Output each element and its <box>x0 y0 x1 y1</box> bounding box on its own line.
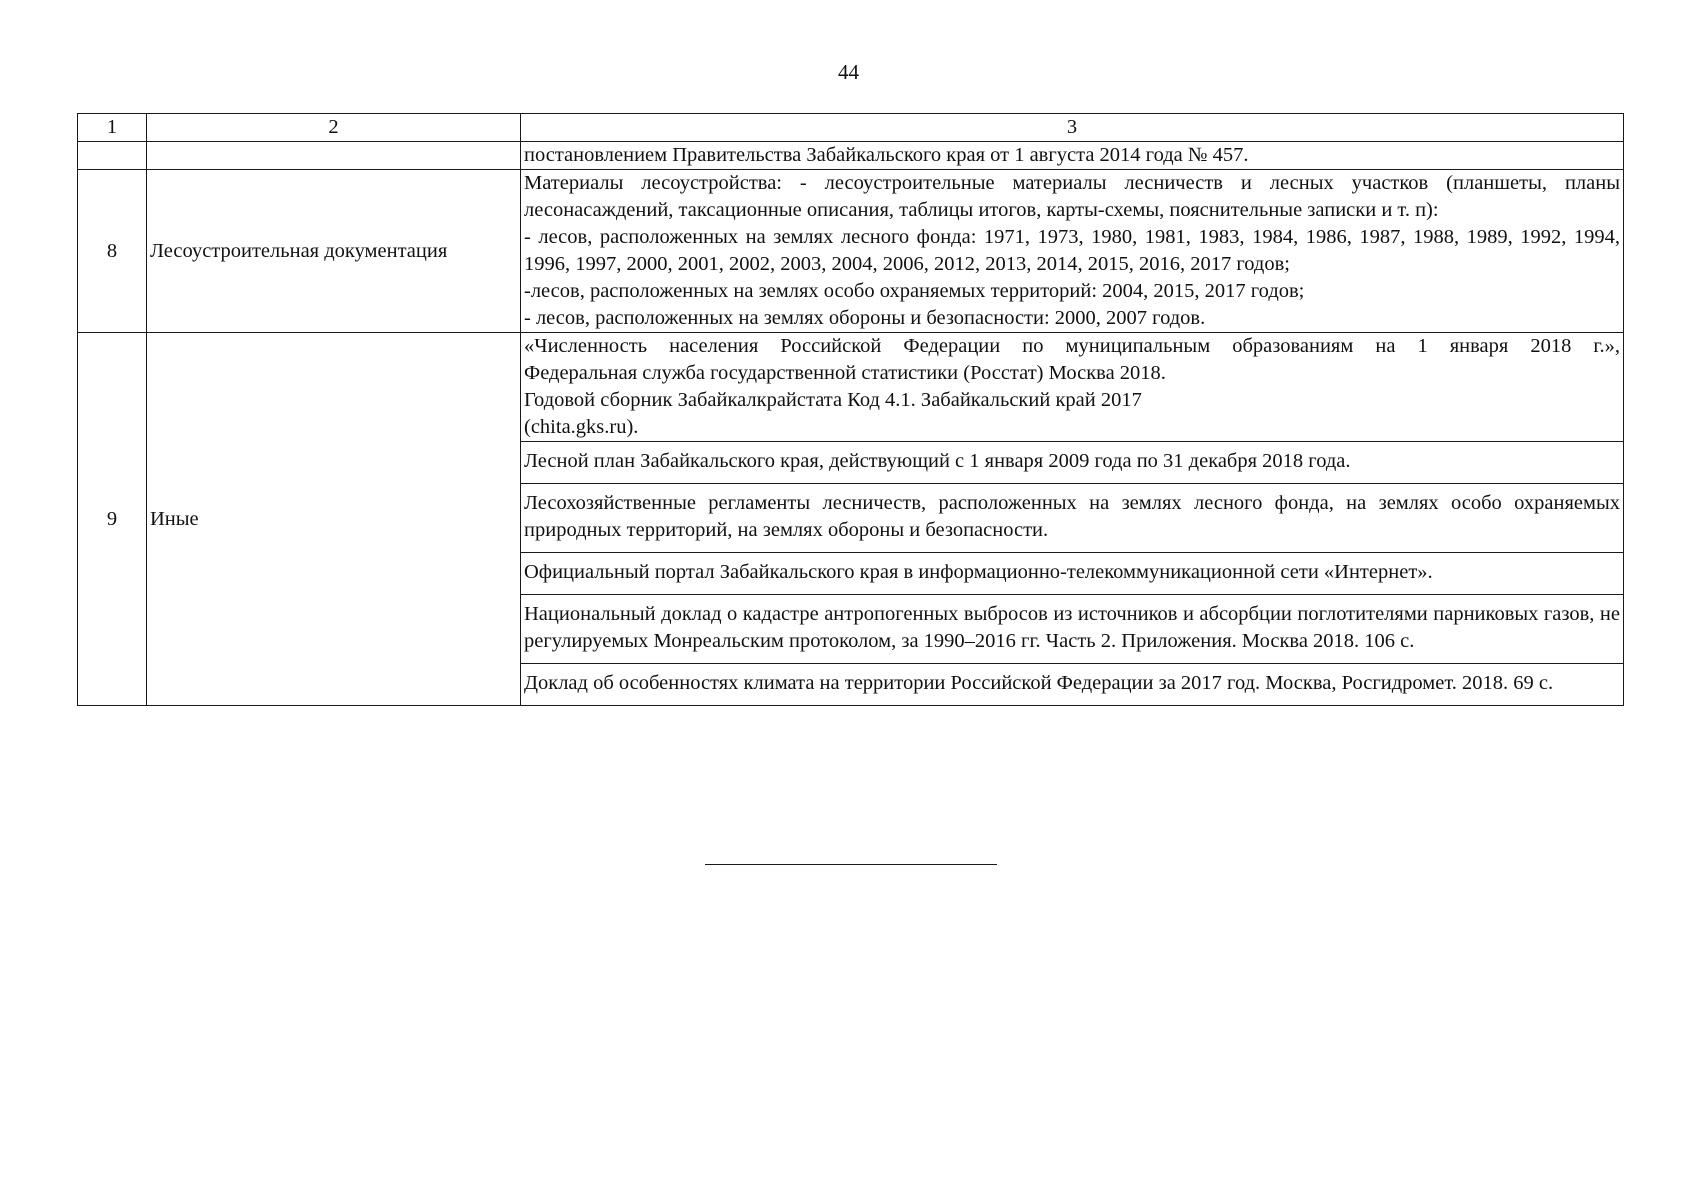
continuation-num-cell <box>78 142 147 170</box>
row-8-number: 8 <box>78 170 147 333</box>
continuation-name-cell <box>147 142 521 170</box>
sources-table <box>77 113 1624 706</box>
header-cell-3: 3 <box>521 114 1624 142</box>
row-8-protected: -лесов, расположенных на землях особо охраняемых территорий: 2004, 2015, 2017 годов; <box>524 280 1305 302</box>
continuation-text: постановлением Правительства Забайкальского края от 1 августа 2014 года № 457. <box>521 142 1624 170</box>
row-9-number: 9 <box>78 333 147 706</box>
header-cell-2: 2 <box>147 114 521 142</box>
row-9-name: Иные <box>147 333 521 706</box>
row-8-forest-fund: - лесов, расположенных на землях лесного фонда: 1971, 1973, 1980, 1981, 1983, 1984, 1986, 1987, 1988, 1989, 1992, 1994, 1996, 1997, 2000, 2001, 2002, 2003, 2004, 2006, 2012, 2013, 2014, 2015, 2016, 2017 годов; <box>524 226 1620 275</box>
table-row-8 <box>78 170 1624 333</box>
row-9-item-1-line-1: «Численность населения Российской Федерации по муниципальным образованиям на 1 января 2018 г.», <box>524 335 1620 357</box>
row-8-name: Лесоустроительная документация <box>147 170 521 333</box>
table-row-9-item-1 <box>78 333 1624 442</box>
row-8-intro: Материалы лесоустройства: - лесоустроительные материалы лесничеств и лесных участков (планшеты, планы лесонасаждений, таксационные описания, таблицы итогов, карты-схемы, пояснительные записки и т. п): <box>524 172 1620 221</box>
row-8-defense: - лесов, расположенных на землях обороны и безопасности: 2000, 2007 годов. <box>524 307 1206 329</box>
row-9-item-1-line-4: (chita.gks.ru). <box>524 416 639 438</box>
row-9-item-1-line-2: Федеральная служба государственной статистики (Росстат) Москва 2018. <box>524 362 1166 384</box>
row-9-item-1 <box>521 333 1624 442</box>
row-9-item-3: Лесохозяйственные регламенты лесничеств, расположенных на землях лесного фонда, на землях особо охраняемых природных территорий, на землях обороны и безопасности. <box>521 484 1624 553</box>
row-8-description <box>521 170 1624 333</box>
header-cell-1: 1 <box>78 114 147 142</box>
footnote-separator <box>705 864 997 865</box>
page-number: 44 <box>838 60 859 84</box>
continuation-row <box>78 142 1624 170</box>
row-9-item-5: Национальный доклад о кадастре антропогенных выбросов из источников и абсорбции поглотителями парниковых газов, не регулируемых Монреальским протоколом, за 1990–2016 гг. Часть 2. Приложения. Москва 2018. 106 с. <box>521 595 1624 664</box>
row-9-item-4: Официальный портал Забайкальского края в информационно-телекоммуникационной сети «Интернет». <box>521 553 1624 595</box>
row-9-item-6: Доклад об особенностях климата на территории Российской Федерации за 2017 год. Москва, Росгидромет. 2018. 69 с. <box>521 664 1624 706</box>
table-header-row <box>78 114 1624 142</box>
row-9-item-2: Лесной план Забайкальского края, действующий с 1 января 2009 года по 31 декабря 2018 года. <box>521 442 1624 484</box>
row-9-item-1-line-3: Годовой сборник Забайкалкрайстата Код 4.1. Забайкальский край 2017 <box>524 389 1142 411</box>
